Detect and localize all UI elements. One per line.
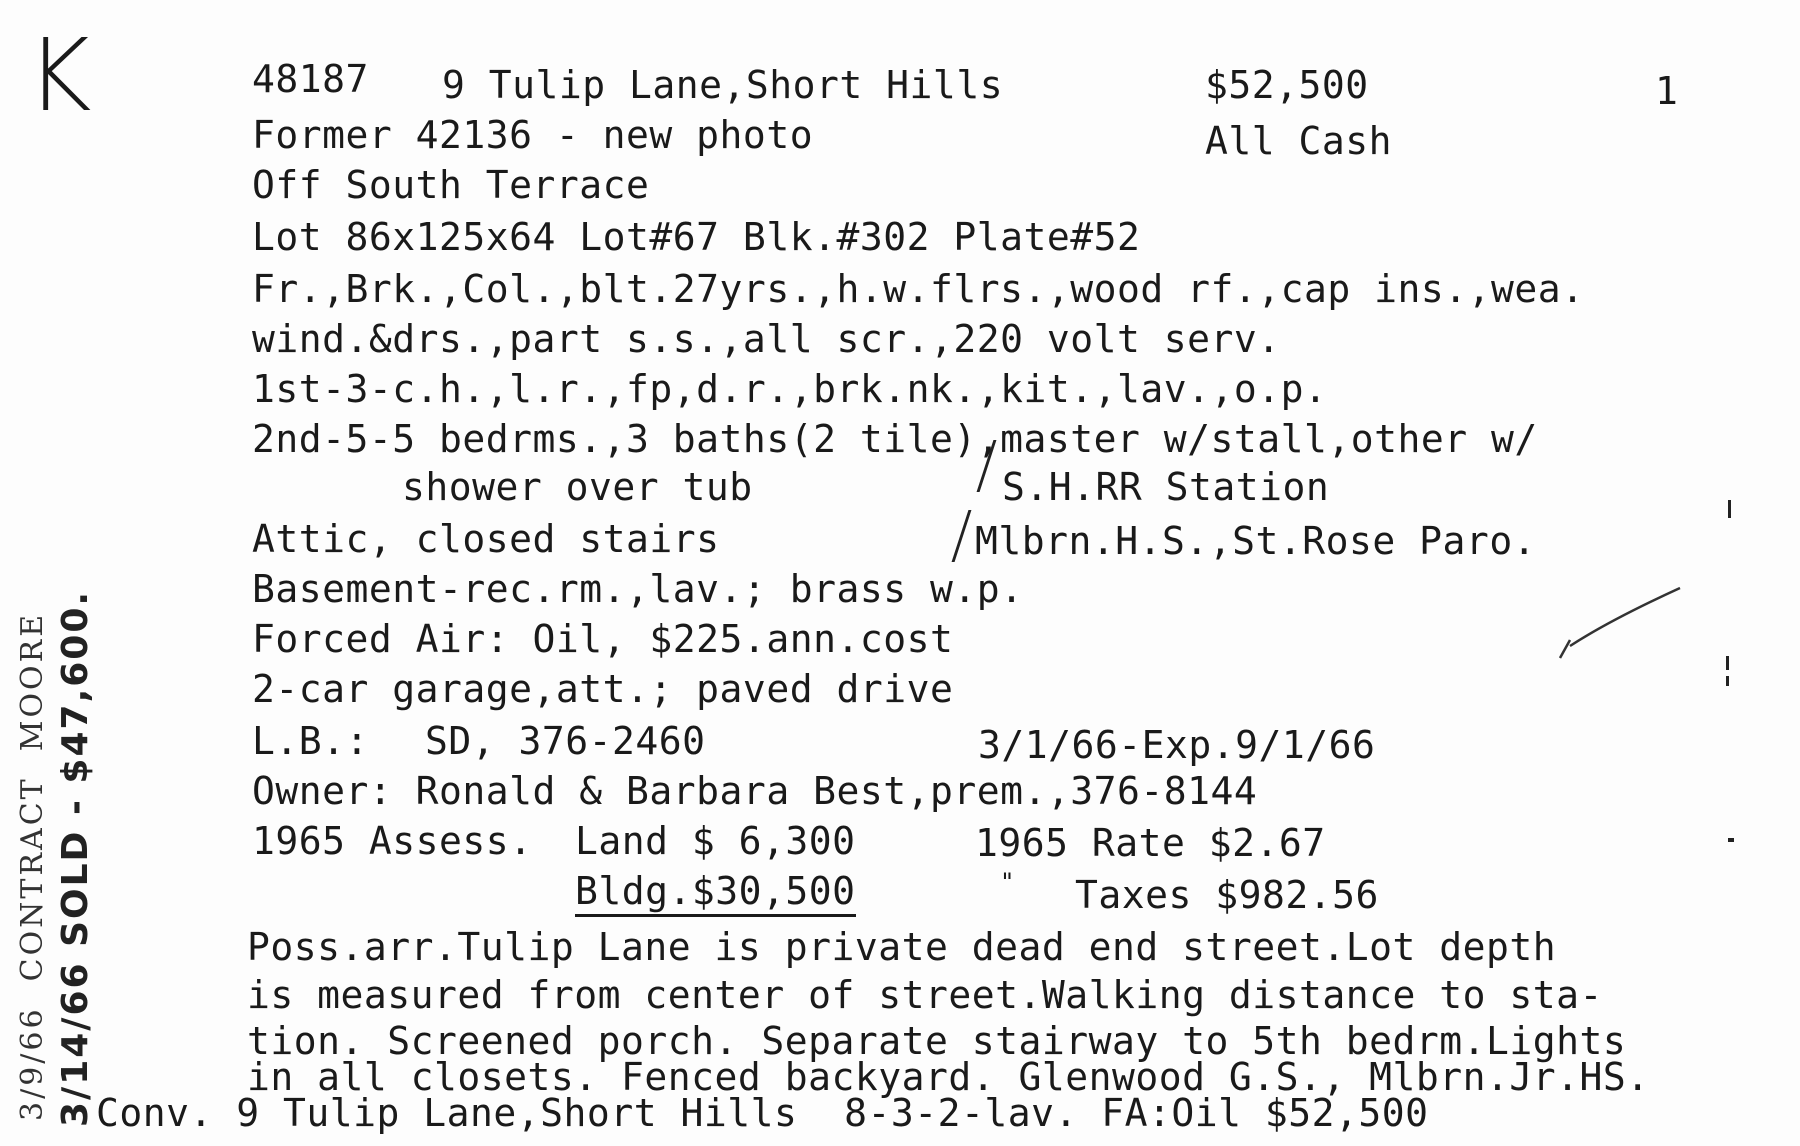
listing-broker-label: L.B.:: [252, 719, 369, 763]
assess-land: Land $ 6,300: [575, 819, 856, 863]
listing-number: 48187: [252, 57, 369, 101]
first-floor: 1st-3-c.h.,l.r.,fp,d.r.,brk.nk.,kit.,lav.,o.p.: [252, 367, 1328, 411]
remark-line: Poss.arr.Tulip Lane is private dead end street.Lot depth: [247, 925, 1557, 969]
remark-line: tion. Screened porch. Separate stairway to 5th bedrm.Lights: [247, 1019, 1627, 1063]
garage: 2-car garage,att.; paved drive: [252, 667, 954, 711]
edge-mark: [1728, 838, 1734, 842]
features: wind.&drs.,part s.s.,all scr.,220 volt serv.: [252, 317, 1281, 361]
schools: Mlbrn.H.S.,St.Rose Paro.: [975, 519, 1537, 563]
remark-line: in all closets. Fenced backyard. Glenwood G.S., Mlbrn.Jr.HS.: [247, 1055, 1650, 1099]
owner: Owner: Ronald & Barbara Best,prem.,376-8144: [252, 769, 1258, 813]
attic: Attic, closed stairs: [252, 517, 720, 561]
corner-mark: K: [26, 17, 92, 134]
listing-terms: All Cash: [1205, 119, 1393, 163]
second-floor-cont: shower over tub: [402, 465, 753, 509]
basement: Basement-rec.rm.,lav.; brass w.p.: [252, 567, 1024, 611]
assess-bldg: Bldg.$30,500: [575, 872, 856, 917]
page-number: 1: [1655, 69, 1679, 113]
construction: Fr.,Brk.,Col.,blt.27yrs.,h.w.flrs.,wood rf.,cap ins.,wea.: [252, 267, 1585, 311]
remark-line: is measured from center of street.Walking distance to sta-: [247, 973, 1603, 1017]
check-mark-icon: [1550, 580, 1690, 670]
sold-stamp: 3/14/66 SOLD - $47,600.: [55, 589, 96, 1127]
bracket-mark: [952, 510, 972, 562]
assess-label: 1965 Assess.: [252, 819, 533, 863]
contract-stamp: 3/9/66 CONTRACT MOORE: [15, 611, 50, 1121]
edge-mark: [1726, 656, 1729, 670]
rr-station: S.H.RR Station: [1002, 465, 1330, 509]
assess-rate: 1965 Rate $2.67: [975, 821, 1326, 865]
assess-taxes: Taxes $982.56: [1075, 873, 1379, 917]
listing-address: 9 Tulip Lane,Short Hills: [442, 63, 1004, 107]
edge-mark: [1728, 500, 1731, 518]
heating: Forced Air: Oil, $225.ann.cost: [252, 617, 954, 661]
location: Off South Terrace: [252, 163, 650, 207]
former-listing: Former 42136 - new photo: [252, 113, 814, 157]
edge-mark: [1726, 676, 1729, 686]
lot-info: Lot 86x125x64 Lot#67 Blk.#302 Plate#52: [252, 215, 1141, 259]
listing-broker-phone: SD, 376-2460: [425, 719, 706, 763]
ditto-mark: ": [1000, 868, 1015, 896]
listing-price: $52,500: [1205, 63, 1369, 107]
listing-dates: 3/1/66-Exp.9/1/66: [978, 723, 1376, 767]
footer-summary: Conv. 9 Tulip Lane,Short Hills 8-3-2-lav. FA:Oil $52,500: [96, 1091, 1429, 1135]
second-floor: 2nd-5-5 bedrms.,3 baths(2 tile),master w/stall,other w/: [252, 417, 1538, 461]
